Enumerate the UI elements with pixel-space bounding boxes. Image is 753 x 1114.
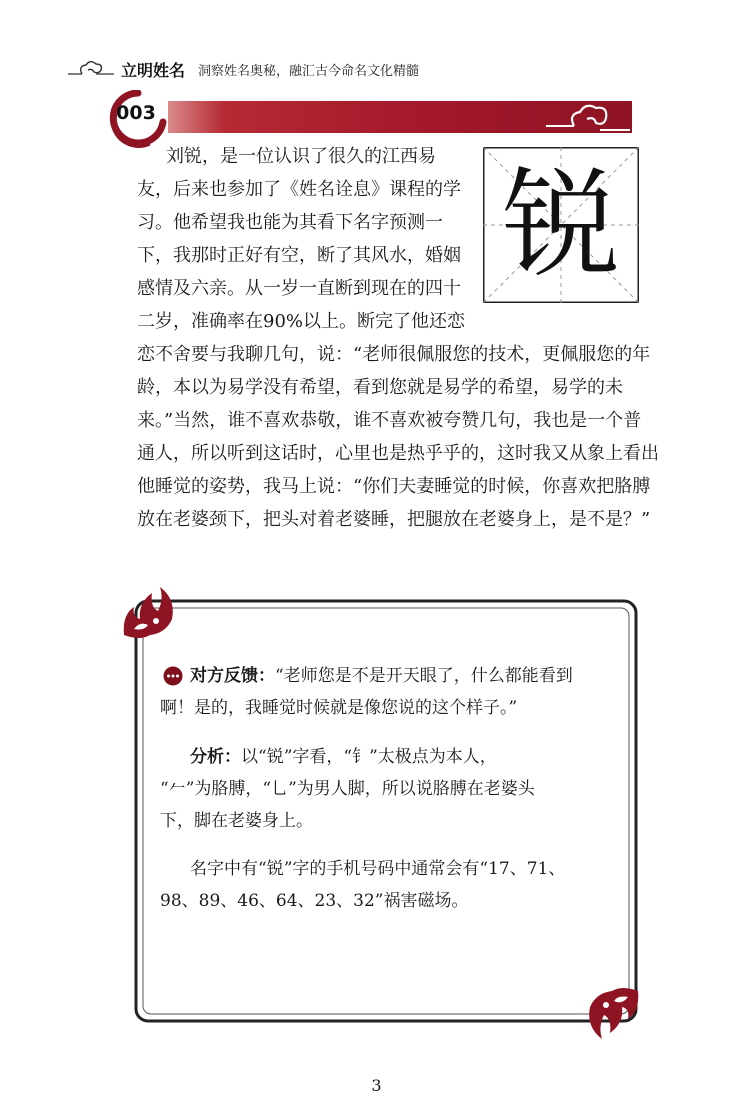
cloud-icon xyxy=(66,56,116,80)
paragraph-line: 恋不舍要与我聊几句，说：“老师很佩服您的技术，更佩服您的年 xyxy=(137,344,651,365)
paragraph-line: 下，我那时正好有空，断了其风水，婚姻 xyxy=(137,245,461,266)
note-line: 98、89、46、64、23、32”祸害磁场。 xyxy=(160,891,469,911)
paragraph-line: 友，后来也参加了《姓名诠息》课程的学 xyxy=(137,179,461,200)
paragraph-line: 放在老婆颈下，把头对着老婆睡，把腿放在老婆身上，是不是？” xyxy=(137,509,651,530)
flame-ornament-icon xyxy=(124,587,173,638)
analysis-label: 分析： xyxy=(190,747,241,767)
feedback-label: 对方反馈： xyxy=(190,666,275,686)
dots-icon xyxy=(163,666,183,686)
analysis-line: “𠂉”为胳膊，“乚”为男人脚，所以说胳膊在老婆头 xyxy=(160,779,535,799)
book-subtitle: 洞察姓名奥秘，融汇古今命名文化精髓 xyxy=(198,64,420,79)
paragraph-line: 刘锐，是一位认识了很久的江西易 xyxy=(166,146,436,167)
flame-ornament-icon xyxy=(589,988,638,1039)
feedback-line: 啊！是的，我睡觉时候就是像您说的这个样子。” xyxy=(160,698,518,718)
paragraph-line: 二岁，准确率在90%以上。断完了他还恋 xyxy=(137,311,466,332)
paragraph-line: 龄，本以为易学没有希望，看到您就是易学的希望，易学的未 xyxy=(137,377,623,398)
paragraph-line: 感情及六亲。从一岁一直断到现在的四十 xyxy=(137,278,461,299)
feedback-line: 对方反馈：“老师您是不是开天眼了，什么都能看到 xyxy=(190,666,573,686)
book-title: 立明姓名 xyxy=(121,61,186,80)
cloud-icon xyxy=(540,96,636,138)
analysis-line: 分析：以“锐”字看，“钅”太极点为本人， xyxy=(190,747,497,767)
section-number: 003 xyxy=(116,102,156,124)
page-header xyxy=(0,50,753,90)
paragraph-line: 习。他希望我也能为其看下名字预测一 xyxy=(137,212,443,233)
paragraph-line: 来。”当然，谁不喜欢恭敬，谁不喜欢被夸赞几句，我也是一个普 xyxy=(137,410,642,431)
note-line: 名字中有“锐”字的手机号码中通常会有“17、71、 xyxy=(190,859,566,879)
featured-character: 锐 xyxy=(501,156,620,294)
page-number: 3 xyxy=(371,1076,382,1095)
paragraph-line: 通人，所以听到这话时，心里也是热乎乎的，这时我又从象上看出 xyxy=(137,443,659,464)
analysis-line: 下，脚在老婆身上。 xyxy=(160,811,313,831)
paragraph-line: 他睡觉的姿势，我马上说：“你们夫妻睡觉的时候，你喜欢把胳膊 xyxy=(137,476,651,497)
